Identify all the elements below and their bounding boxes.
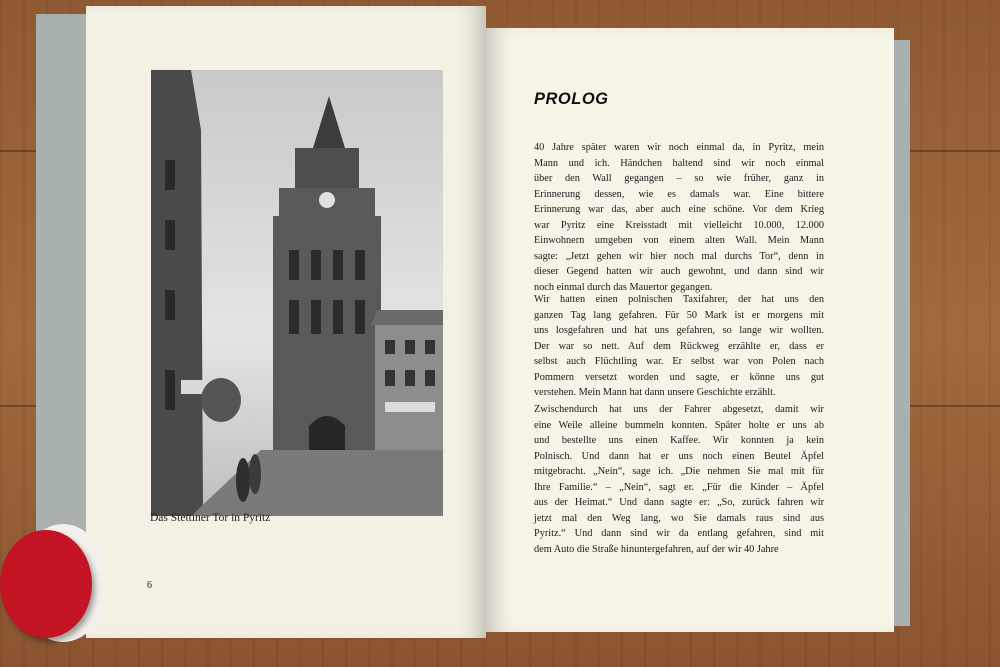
photo-caption: Das Stettiner Tor in Pyritz (150, 512, 271, 524)
text-line: war Pyritz eine Kreisstadt mit vielleicht 10.000, 12.000 (534, 219, 824, 231)
page-number: 6 (147, 580, 152, 591)
text-line: verstehen. Mein Mann hat dann unsere Geschichte erzählt. (534, 387, 776, 398)
paragraph-2 (534, 292, 824, 401)
text-line: jetzt mal den Weg lang, wo Sie damals raus sind aus (534, 512, 824, 524)
text-line: Erinnerung dessen, wie es damals war. Eine bittere (534, 188, 824, 200)
text-line: Wir hatten einen polnischen Taxifahrer, der hat uns den (534, 294, 824, 305)
text-line: aus der Heimat.“ Und dann sagte er: „So, zurück fahren wir (534, 497, 824, 508)
text-line: Der war so nett. Auf dem Rückweg erzählte er, dass er (534, 340, 824, 352)
text-line: selbst auch Flüchtling war. Er selbst war von Polen nach (534, 356, 824, 367)
text-line: Zwischendurch hat uns der Fahrer abgesetzt, damit wir (534, 404, 824, 415)
text-line: Ihre Familie.“ – „Nein“, sagt er. „Für die Kinder – Äpfel (534, 481, 824, 493)
text-line: Pyritz.“ Und dann sind wir da entlang gefahren, sind mit (534, 528, 824, 539)
text-line: dem Auto die Straße hinuntergefahren, auf der wir 40 Jahre (534, 543, 779, 555)
photo-illustration (151, 70, 443, 516)
text-line: 40 Jahre später waren wir noch einmal da, in Pyritz, mein (534, 142, 824, 153)
text-line: Erinnerung war das, aber auch eine schöne. Vor dem Krieg (534, 204, 824, 215)
text-line: sagte: „Jetzt gehen wir hier noch mal durchs Tor“, denn in (534, 250, 824, 262)
text-line: und bestellte uns einen Kaffee. Wir konnten ja kein (534, 435, 824, 446)
text-line: noch einmal durch das Mauertor gegangen. (534, 281, 713, 293)
red-bottle-cap (0, 530, 92, 638)
text-line: Polnisch. Und dann hat er uns noch einen Beutel Äpfel (534, 450, 824, 462)
chapter-title: PROLOG (534, 90, 609, 108)
text-line: Einwohnern umgeben von einem alten Wall. Mein Mann (534, 235, 824, 246)
stettiner-tor-photo (151, 70, 443, 516)
text-line: ganzen Tag lang gefahren. Für 50 Mark ist er morgens mit (534, 309, 824, 321)
paragraph-3 (534, 402, 824, 557)
text-line: über den Wall gegangen – so wie früher, ganz in (534, 173, 824, 184)
paragraph-1 (534, 140, 824, 295)
text-line: Pommern versetzt worden und sagte, er könne uns gut (534, 371, 824, 383)
text-line: eine Weile alleine bummeln konnten. Später holte er uns ab (534, 419, 824, 431)
text-line: mitgebracht. „Nein“, sage ich. „Die nehmen Sie mal mit für (534, 466, 824, 477)
text-line: uns losgefahren und hat uns gefahren, so lange wir wollten. (534, 325, 824, 336)
text-line: dieser Gegend hatten wir auch gewohnt, und dann sind wir (534, 266, 824, 277)
text-line: Mann und ich. Händchen haltend sind wir noch einmal (534, 157, 824, 169)
book-cover-left (36, 14, 92, 554)
